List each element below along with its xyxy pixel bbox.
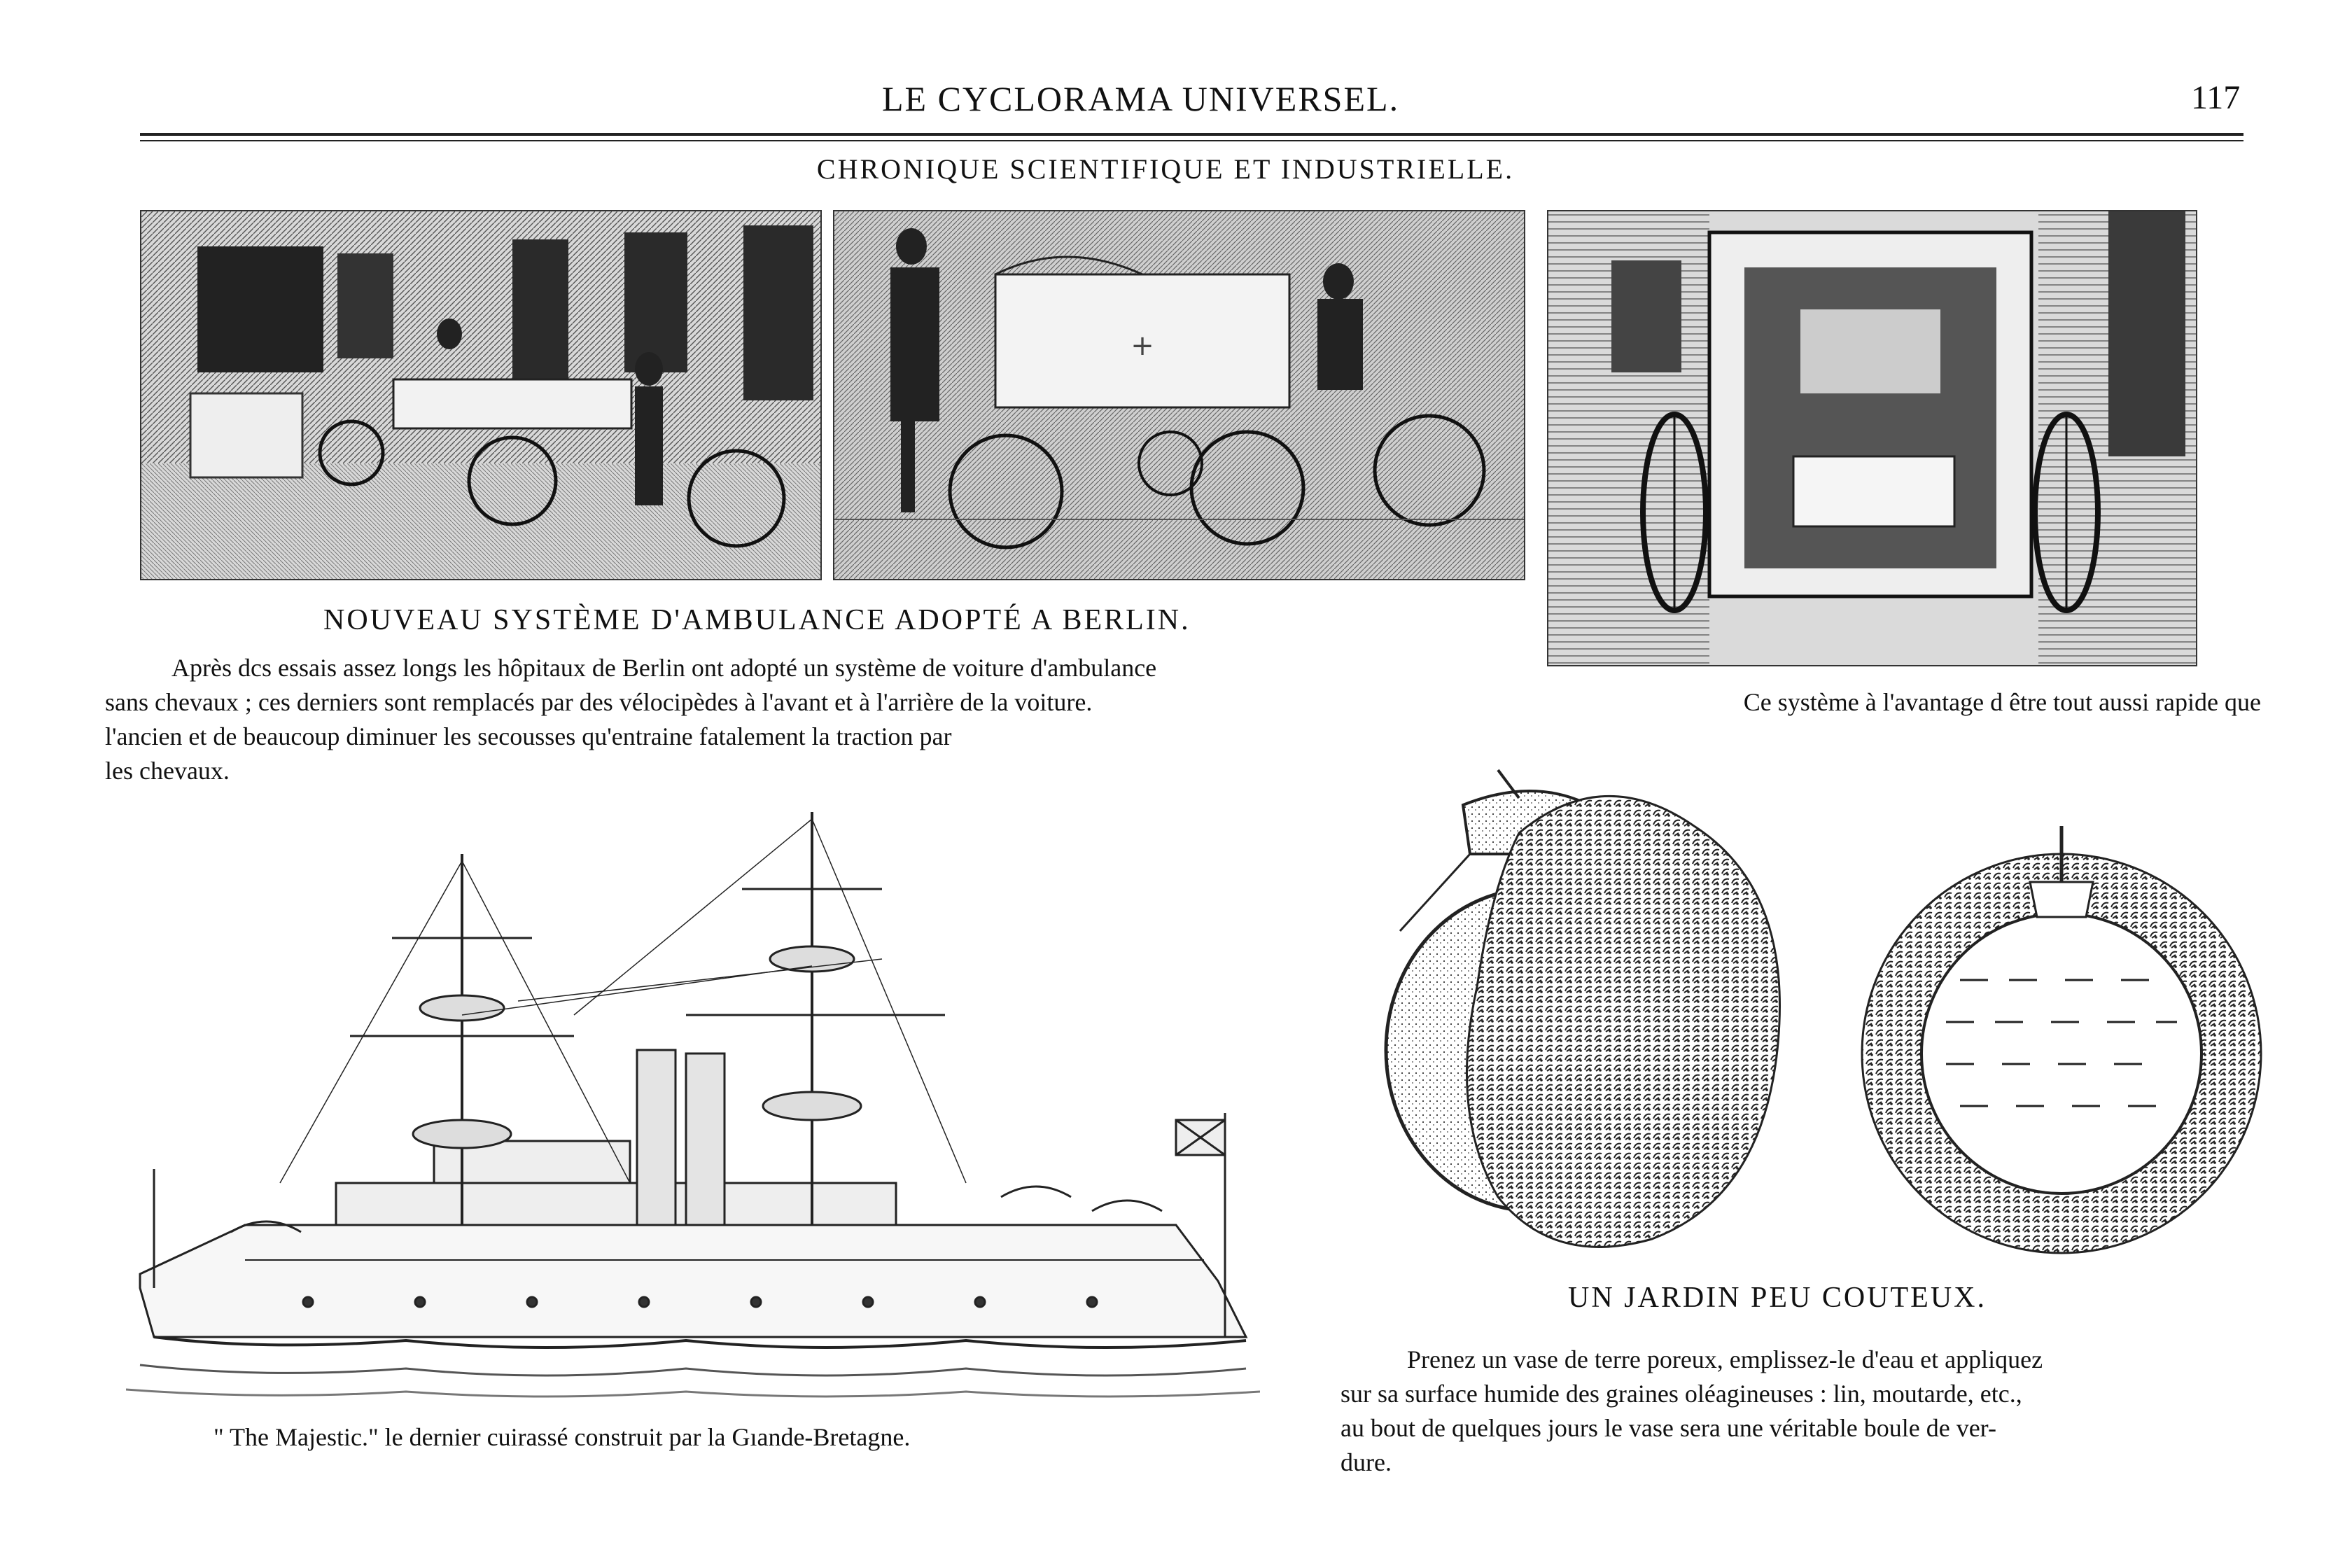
ambulance-line-4: les chevaux. [105,757,230,785]
ambulance-line-2 [105,685,2261,720]
garden-line-4: dure. [1340,1448,1392,1476]
ambulance-photo-center [833,210,1525,580]
garden-line-2: sur sa surface humide des graines oléagineuses : lin, moutarde, etc., [1340,1380,2022,1408]
ambulance-line-2-right: Ce système à l'avantage d être tout aussi rapide que [1743,688,2261,716]
svg-text:+: + [1130,330,1154,362]
header-rule-top [140,133,2244,136]
ship-caption: " The Majestic." le dernier cuirassé construit par la Gıande-Bretagne. [214,1423,911,1451]
ambulance-photo-right [1547,210,2197,666]
garden-line-1-text: Prenez un vase de terre poreux, emplissez-le d'eau et appliquez [1407,1345,2043,1373]
page-number: 117 [2191,79,2241,116]
battleship-illustration [126,805,1260,1400]
ambulance-photo-left [140,210,822,580]
garden-line-3: au bout de quelques jours le vase sera une véritable boule de ver- [1340,1414,1996,1442]
garden-vase-section-illustration [1855,812,2268,1260]
ambulance-line-3: l'ancien et de beaucoup diminuer les secousses qu'entraine fatalement la traction par [105,722,952,750]
garden-line-1 [1340,1343,2278,1377]
garden-paragraph [1340,1343,2278,1480]
header-rule-bottom [140,140,2244,141]
garden-vase-exterior-illustration [1358,749,1806,1253]
section-title: CHRONIQUE SCIENTIFIQUE ET INDUSTRIELLE. [816,153,1515,185]
ambulance-line-2-left: sans chevaux ; ces derniers sont remplacés par des vélocipèdes à l'avant et à l'arrière de la voiture. [105,688,1093,716]
garden-caption: UN JARDIN PEU COUTEUX. [1568,1282,1987,1314]
page-header-title: LE CYCLORAMA UNIVERSEL. [882,79,1400,118]
ambulance-paragraph [105,651,2261,788]
ambulance-line-1: Après dcs essais assez longs les hôpitaux de Berlin ont adopté un système de voiture d'ambulance [172,654,1157,682]
ambulance-caption: NOUVEAU SYSTÈME D'AMBULANCE ADOPTÉ A BERLIN. [323,604,1191,636]
